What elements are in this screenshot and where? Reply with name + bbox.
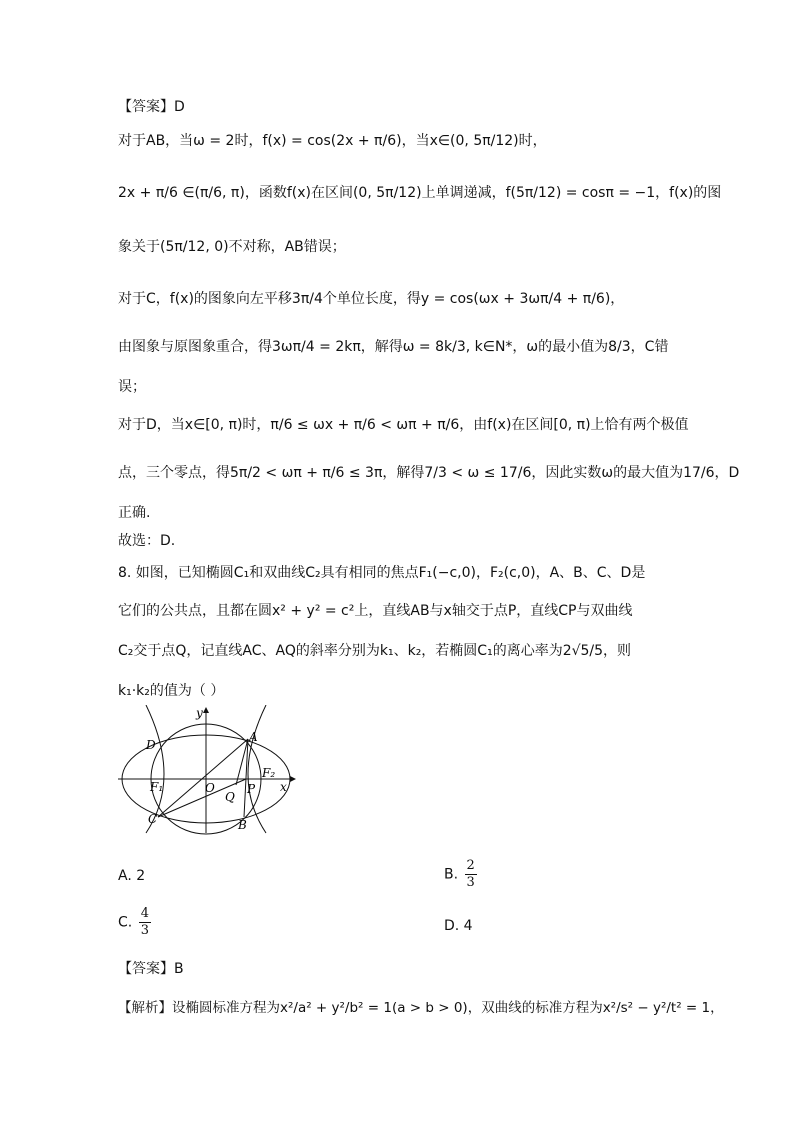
label-p: P [247,782,256,796]
q8-answer: 【答案】B [118,961,184,977]
option-c-fraction [139,906,151,939]
label-f1: F₁ [150,780,164,794]
option-b-denominator: 3 [466,875,475,890]
q7-analysis-line-3: 象关于(5π/12, 0)不对称，AB错误； [118,239,346,255]
x-axis-arrow [290,776,296,782]
q7-analysis-line-6: 误； [118,379,146,395]
q8-stem-line-1: 8. 如图，已知椭圆C₁和双曲线C₂具有相同的焦点F₁(−c,0)，F₂(c,0)，A、B、C、D是 [118,565,646,581]
q8-analysis: 【解析】设椭圆标准方程为x²/a² + y²/b² = 1(a > b > 0)，双曲线的标准方程为x²/s² − y²/t² = 1， [118,1000,724,1016]
q7-answer: 【答案】D [118,99,185,115]
q8-stem-line-4: k₁·k₂的值为（ ） [118,683,225,699]
q8-figure [118,705,298,835]
label-a: A [249,730,258,744]
label-f2: F₂ [262,766,276,780]
label-y: y [196,706,203,720]
q8-stem-line-2: 它们的公共点，且都在圆x² + y² = c²上，直线AB与x轴交于点P，直线CP与双曲线 [118,603,633,619]
option-b-fraction [465,858,477,891]
q7-analysis-line-1: 对于AB，当ω = 2时，f(x) = cos(2x + π/6)，当x∈(0, 5π/12)时， [118,133,547,149]
y-axis-arrow [203,707,209,713]
label-b: B [238,818,247,832]
q7-analysis-line-4: 对于C，f(x)的图象向左平移3π/4个单位长度，得y = cos(ωx + 3ωπ/4 + π/6)， [118,291,625,307]
q7-analysis-line-5: 由图象与原图象重合，得3ωπ/4 = 2kπ，解得ω = 8k/3, k∈N*，ω的最小值为8/3，C错 [118,339,669,355]
label-d: D [146,738,156,752]
label-c: C [148,812,158,826]
option-b-label: B. [444,866,459,883]
q8-stem-line-3: C₂交于点Q，记直线AC、AQ的斜率分别为k₁、k₂，若椭圆C₁的离心率为2√5/5，则 [118,643,632,659]
option-c-denominator: 3 [140,923,149,938]
q7-conclusion: 故选：D. [118,533,176,549]
option-d: D. 4 [444,918,473,934]
segment-ac [158,739,248,817]
q7-analysis-line-8: 点，三个零点，得5π/2 < ωπ + π/6 ≤ 3π，解得7/3 < ω ≤ 17/6，因此实数ω的最大值为17/6，D [118,465,740,481]
option-b-numerator: 2 [466,858,475,873]
option-c [118,906,153,939]
q7-analysis-line-7: 对于D，当x∈[0, π)时，π/6 ≤ ωx + π/6 < ωπ + π/6，由f(x)在区间[0, π)上恰有两个极值 [118,417,689,433]
label-o: O [205,781,215,795]
q7-analysis-line-2: 2x + π/6 ∈(π/6, π)，函数f(x)在区间(0, 5π/12)上单调递减，f(5π/12) = cosπ = −1，f(x)的图 [118,185,722,201]
option-a: A. 2 [118,868,146,884]
option-c-label: C. [118,914,133,931]
label-x: x [280,780,287,794]
q7-analysis-line-9: 正确. [118,505,151,521]
label-q: Q [225,790,235,804]
option-b [444,858,479,891]
option-c-numerator: 4 [140,906,149,921]
